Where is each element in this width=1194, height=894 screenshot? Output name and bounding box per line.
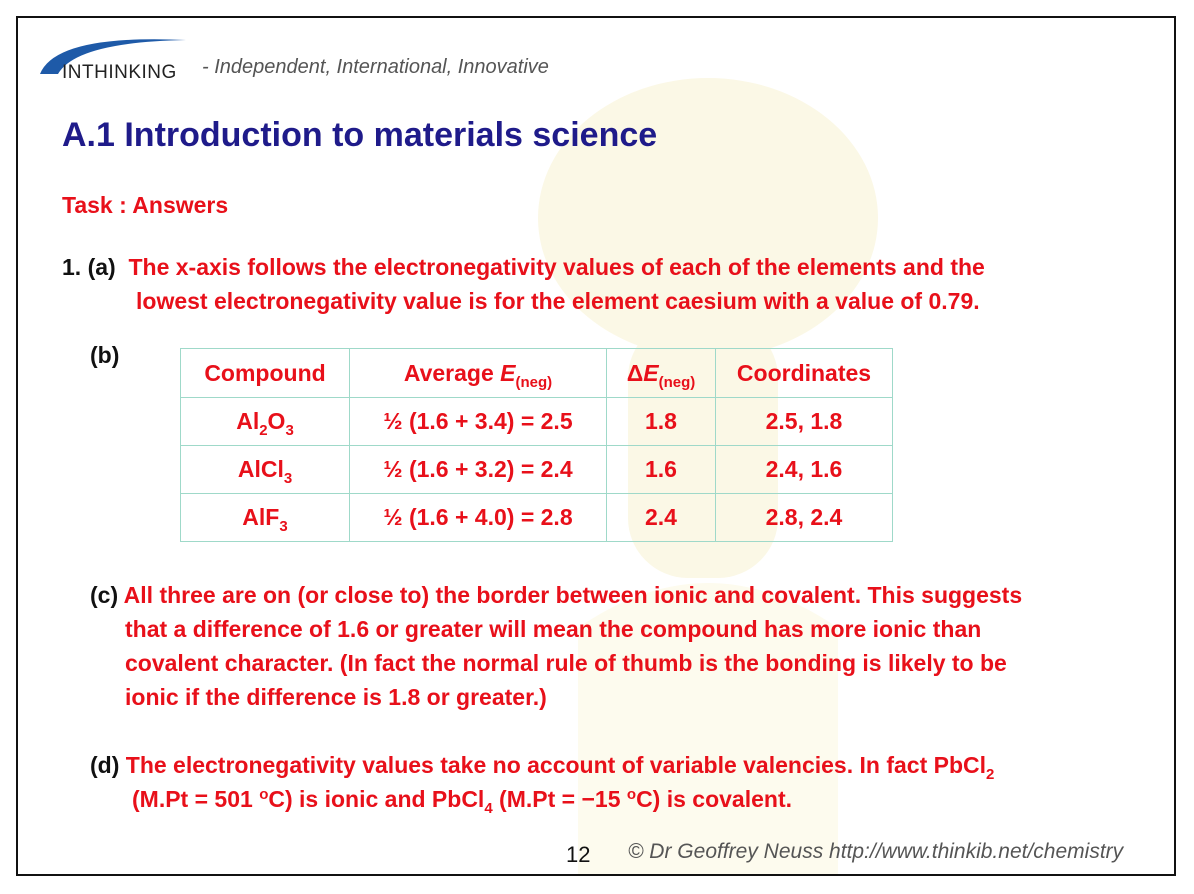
header-compound: Compound	[181, 349, 350, 398]
answer-1a-line2: lowest electronegativity value is for the element caesium with a value of 0.79.	[136, 288, 980, 314]
page-number: 12	[566, 842, 591, 867]
answer-1a-line1: 1. (a) The x-axis follows the electronegativity values of each of the elements and the	[62, 254, 985, 280]
answer-1d-line2: (M.Pt = 501 $^o$C) is ionic and PbCl$_4$ (M.Pt = −15 $^o$C) is covalent.	[132, 786, 792, 817]
compound-cell: AlF$_3$	[181, 494, 350, 542]
tagline: - Independent, International, Innovative	[202, 56, 549, 78]
coordinates-cell: 2.8, 2.4	[716, 494, 893, 542]
average-cell: ½ (1.6 + 3.2) = 2.4	[350, 446, 607, 494]
answer-1c-line4: ionic if the difference is 1.8 or greater.)	[125, 684, 547, 710]
compound-cell: $Al_2O_3$	[181, 398, 350, 446]
electronegativity-table	[180, 348, 893, 542]
header-coordinates: Coordinates	[716, 349, 893, 398]
table-row	[181, 398, 893, 446]
answer-1d	[90, 748, 1170, 816]
logo-text: INTHINKING	[62, 62, 177, 83]
average-cell: ½ (1.6 + 3.4) = 2.5	[350, 398, 607, 446]
question-label-1d: (d)	[90, 752, 120, 778]
slide	[16, 16, 1176, 876]
table-row	[181, 494, 893, 542]
table-header-row	[181, 349, 893, 398]
header-delta: $\Delta E_{(neg)}$	[607, 349, 716, 398]
answer-1c	[90, 578, 1170, 714]
answer-1c-line2: that a difference of 1.6 or greater will mean the compound has more ionic than	[125, 616, 982, 642]
logo	[36, 28, 596, 88]
table-row	[181, 446, 893, 494]
question-label-1c: (c)	[90, 582, 119, 608]
header-average: Average $E_{(neg)}$	[350, 349, 607, 398]
footer-credit: © Dr Geoffrey Neuss http://www.thinkib.net/chemistry	[628, 840, 1124, 863]
task-heading: Task : Answers	[62, 192, 229, 218]
answer-1c-line1: (c) All three are on (or close to) the border between ionic and covalent. This suggests	[90, 582, 1023, 608]
delta-cell: 1.8	[607, 398, 716, 446]
delta-cell: 2.4	[607, 494, 716, 542]
answer-1c-line3: covalent character. (In fact the normal rule of thumb is the bonding is likely to be	[125, 650, 1007, 676]
answer-1d-line1: (d) The electronegativity values take no account of variable valencies. In fact PbCl$_2$	[90, 752, 995, 783]
question-label-1b: (b)	[90, 342, 120, 368]
delta-cell: 1.6	[607, 446, 716, 494]
question-label-1a: 1. (a)	[62, 254, 116, 280]
coordinates-cell: 2.4, 1.6	[716, 446, 893, 494]
average-cell: ½ (1.6 + 4.0) = 2.8	[350, 494, 607, 542]
page-title: A.1 Introduction to materials science	[62, 116, 658, 154]
coordinates-cell: 2.5, 1.8	[716, 398, 893, 446]
compound-cell: AlCl$_3$	[181, 446, 350, 494]
answer-1a	[62, 250, 1142, 318]
